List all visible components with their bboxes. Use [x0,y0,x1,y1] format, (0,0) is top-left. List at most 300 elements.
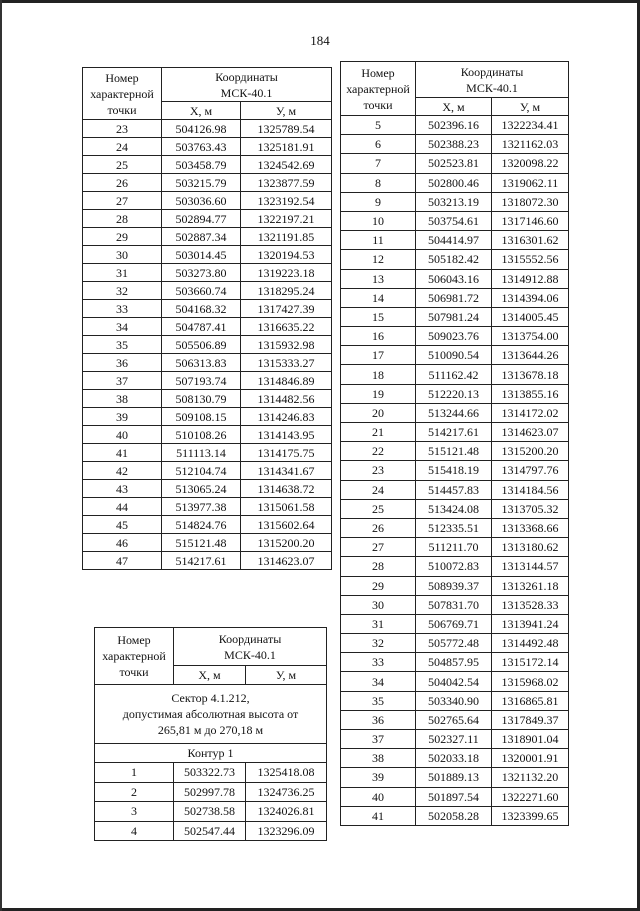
coordinates-table-sector [94,627,327,841]
y-coordinate-cell: 1314482.56 [241,390,332,408]
point-number-cell: 31 [341,614,416,633]
x-coordinate-cell: 505182.42 [416,250,492,269]
table-row [95,802,327,822]
table-row [83,372,332,390]
table-row [95,782,327,802]
x-coordinate-cell: 503660.74 [162,282,241,300]
table-row [341,576,569,595]
table-row [341,116,569,135]
point-number-cell: 34 [83,318,162,336]
point-number-cell: 27 [341,538,416,557]
point-number-cell: 40 [341,787,416,806]
y-coordinate-cell: 1314175.75 [241,444,332,462]
header-row [95,628,327,666]
y-coordinate-cell: 1316865.81 [492,691,569,710]
table-row [83,426,332,444]
x-coordinate-cell: 505506.89 [162,336,241,354]
table-row [341,173,569,192]
table-row [83,210,332,228]
x-coordinate-cell: 511113.14 [162,444,241,462]
table-row [341,211,569,230]
y-coordinate-cell: 1314246.83 [241,408,332,426]
table-row [83,300,332,318]
point-number-cell: 46 [83,534,162,552]
y-coordinate-cell: 1317849.37 [492,710,569,729]
table-row [83,138,332,156]
x-coordinate-cell: 507193.74 [162,372,241,390]
y-coordinate-cell: 1313180.62 [492,538,569,557]
table-body [95,628,327,841]
point-number-cell: 15 [341,307,416,326]
table-row [341,557,569,576]
x-coordinate-cell: 502396.16 [416,116,492,135]
header-line: характерной [90,86,154,101]
y-coordinate-cell: 1314492.48 [492,634,569,653]
x-coordinate-cell: 503273.80 [162,264,241,282]
x-coordinate-cell: 515418.19 [416,461,492,480]
point-number-cell: 3 [95,802,174,822]
y-coordinate-cell: 1317427.39 [241,300,332,318]
table-row [83,354,332,372]
coords-header [162,68,332,102]
contour-label: Контур 1 [95,744,327,763]
x-header: X, м [174,666,246,685]
point-number-cell: 25 [341,499,416,518]
y-coordinate-cell: 1318072.30 [492,192,569,211]
header-line: МСК-40.1 [466,80,518,95]
point-number-cell: 5 [341,116,416,135]
table-row [341,365,569,384]
y-coordinate-cell: 1314394.06 [492,288,569,307]
sector-line: допустимая абсолютная высота от [122,707,299,721]
sector-row [95,685,327,744]
point-number-cell: 26 [83,174,162,192]
point-number-cell: 38 [341,749,416,768]
table-row [341,250,569,269]
table-row [83,156,332,174]
point-number-cell: 22 [341,442,416,461]
scan-edge-top [0,0,640,3]
table-row [341,518,569,537]
point-number-cell: 19 [341,384,416,403]
x-coordinate-cell: 503036.60 [162,192,241,210]
table-row [341,269,569,288]
point-number-cell: 30 [83,246,162,264]
x-coordinate-cell: 507831.70 [416,595,492,614]
x-coordinate-cell: 504168.32 [162,300,241,318]
point-number-cell: 21 [341,423,416,442]
header-line: Номер [117,633,151,647]
x-coordinate-cell: 503322.73 [174,763,246,783]
table-row [341,192,569,211]
point-number-cell: 25 [83,156,162,174]
y-coordinate-cell: 1314846.89 [241,372,332,390]
y-coordinate-cell: 1315200.20 [492,442,569,461]
point-number-cell: 45 [83,516,162,534]
x-coordinate-cell: 515121.48 [416,442,492,461]
point-number-cell: 30 [341,595,416,614]
y-coordinate-cell: 1322271.60 [492,787,569,806]
y-coordinate-cell: 1318295.24 [241,282,332,300]
point-number-cell: 39 [341,768,416,787]
coords-header [416,62,569,98]
y-coordinate-cell: 1324542.69 [241,156,332,174]
table-row [341,730,569,749]
y-coordinate-cell: 1319062.11 [492,173,569,192]
table-row [341,307,569,326]
point-number-cell: 33 [83,300,162,318]
y-coordinate-cell: 1313644.26 [492,346,569,365]
y-coordinate-cell: 1319223.18 [241,264,332,282]
y-coordinate-cell: 1313678.18 [492,365,569,384]
table-row [341,634,569,653]
table-row [341,327,569,346]
table-row [83,552,332,570]
point-number-cell: 31 [83,264,162,282]
point-number-cell: 37 [83,372,162,390]
table-row [83,408,332,426]
y-header: У, м [241,102,332,120]
point-number-cell: 12 [341,250,416,269]
point-number-cell: 29 [83,228,162,246]
y-coordinate-cell: 1315552.56 [492,250,569,269]
table-row [341,346,569,365]
x-coordinate-cell: 507981.24 [416,307,492,326]
x-coordinate-cell: 503213.19 [416,192,492,211]
y-coordinate-cell: 1313144.57 [492,557,569,576]
x-coordinate-cell: 514457.83 [416,480,492,499]
x-coordinate-cell: 504042.54 [416,672,492,691]
y-coordinate-cell: 1316635.22 [241,318,332,336]
table-row [83,174,332,192]
x-coordinate-cell: 512335.51 [416,518,492,537]
table-row [341,154,569,173]
y-coordinate-cell: 1321132.20 [492,768,569,787]
x-coordinate-cell: 502738.58 [174,802,246,822]
point-number-cell: 6 [341,135,416,154]
header-line: характерной [346,81,410,96]
y-coordinate-cell: 1323399.65 [492,806,569,825]
x-coordinate-cell: 504414.97 [416,231,492,250]
point-number-cell: 32 [83,282,162,300]
x-coordinate-cell: 511162.42 [416,365,492,384]
y-header: У, м [246,666,327,685]
x-coordinate-cell: 512220.13 [416,384,492,403]
y-coordinate-cell: 1320194.53 [241,246,332,264]
x-coordinate-cell: 501889.13 [416,768,492,787]
y-coordinate-cell: 1320098.22 [492,154,569,173]
x-coordinate-cell: 509108.15 [162,408,241,426]
x-coordinate-cell: 502033.18 [416,749,492,768]
table-row [83,318,332,336]
point-number-cell: 23 [83,120,162,138]
x-coordinate-cell: 503014.45 [162,246,241,264]
table-body [83,68,332,570]
x-coordinate-cell: 513977.38 [162,498,241,516]
y-coordinate-cell: 1314623.07 [241,552,332,570]
header-line: Координаты [218,631,282,646]
table-row [341,710,569,729]
point-number-cell: 38 [83,390,162,408]
x-coordinate-cell: 513065.24 [162,480,241,498]
x-coordinate-cell: 506769.71 [416,614,492,633]
table-row [341,480,569,499]
table-row [341,461,569,480]
point-number-cell: 14 [341,288,416,307]
point-header [83,68,162,120]
x-coordinate-cell: 502997.78 [174,782,246,802]
table-row [341,653,569,672]
y-coordinate-cell: 1315061.58 [241,498,332,516]
point-number-cell: 36 [83,354,162,372]
header-line: характерной [102,649,166,663]
table-row [341,749,569,768]
table-row [341,423,569,442]
header-row [341,62,569,98]
table-row [341,538,569,557]
table-row [341,768,569,787]
point-number-cell: 33 [341,653,416,672]
y-coordinate-cell: 1313261.18 [492,576,569,595]
x-coordinate-cell: 515121.48 [162,534,241,552]
y-coordinate-cell: 1314184.56 [492,480,569,499]
point-number-cell: 37 [341,730,416,749]
point-number-cell: 2 [95,782,174,802]
coordinates-table-left [82,67,332,570]
x-coordinate-cell: 504787.41 [162,318,241,336]
y-coordinate-cell: 1314005.45 [492,307,569,326]
x-coordinate-cell: 502800.46 [416,173,492,192]
table-row [341,595,569,614]
table-row [341,384,569,403]
x-coordinate-cell: 510108.26 [162,426,241,444]
y-coordinate-cell: 1318901.04 [492,730,569,749]
point-number-cell: 26 [341,518,416,537]
point-number-cell: 35 [341,691,416,710]
header-line: МСК-40.1 [220,85,273,100]
y-coordinate-cell: 1313754.00 [492,327,569,346]
table-row [341,442,569,461]
header-line: точки [119,665,149,679]
point-number-cell: 34 [341,672,416,691]
point-number-cell: 20 [341,403,416,422]
y-coordinate-cell: 1321191.85 [241,228,332,246]
header-line: Координаты [215,69,278,84]
y-coordinate-cell: 1315200.20 [241,534,332,552]
x-coordinate-cell: 506043.16 [416,269,492,288]
sector-line: Сектор 4.1.212, [171,691,250,705]
x-coordinate-cell: 510072.83 [416,557,492,576]
point-number-cell: 40 [83,426,162,444]
y-coordinate-cell: 1314623.07 [492,423,569,442]
x-coordinate-cell: 504857.95 [416,653,492,672]
sector-description [95,685,327,744]
point-number-cell: 43 [83,480,162,498]
point-number-cell: 35 [83,336,162,354]
point-number-cell: 44 [83,498,162,516]
contour-row [95,744,327,763]
y-coordinate-cell: 1313941.24 [492,614,569,633]
point-number-cell: 9 [341,192,416,211]
y-coordinate-cell: 1325418.08 [246,763,327,783]
y-header: У, м [492,98,569,116]
x-coordinate-cell: 511211.70 [416,538,492,557]
point-number-cell: 1 [95,763,174,783]
table-row [341,403,569,422]
point-number-cell: 36 [341,710,416,729]
point-number-cell: 23 [341,461,416,480]
x-coordinate-cell: 510090.54 [416,346,492,365]
x-coordinate-cell: 503340.90 [416,691,492,710]
point-number-cell: 32 [341,634,416,653]
y-coordinate-cell: 1314172.02 [492,403,569,422]
table-row [341,672,569,691]
table-row [83,192,332,210]
x-coordinate-cell: 508939.37 [416,576,492,595]
header-line: Номер [105,70,139,85]
point-number-cell: 4 [95,821,174,841]
y-coordinate-cell: 1322197.21 [241,210,332,228]
y-coordinate-cell: 1323296.09 [246,821,327,841]
table-row [95,821,327,841]
point-number-cell: 47 [83,552,162,570]
y-coordinate-cell: 1314341.67 [241,462,332,480]
header-line: точки [363,97,393,112]
table-row [83,228,332,246]
sector-line: 265,81 м до 270,18 м [157,723,264,737]
table-row [83,480,332,498]
point-number-cell: 8 [341,173,416,192]
x-coordinate-cell: 503458.79 [162,156,241,174]
point-number-cell: 24 [341,480,416,499]
y-coordinate-cell: 1314638.72 [241,480,332,498]
table-row [83,462,332,480]
y-coordinate-cell: 1317146.60 [492,211,569,230]
y-coordinate-cell: 1323192.54 [241,192,332,210]
x-header: X, м [416,98,492,116]
x-coordinate-cell: 502388.23 [416,135,492,154]
x-coordinate-cell: 501897.54 [416,787,492,806]
table-row [83,120,332,138]
table-row [341,806,569,825]
point-header [95,628,174,685]
table-row [341,288,569,307]
point-number-cell: 11 [341,231,416,250]
point-number-cell: 10 [341,211,416,230]
y-coordinate-cell: 1313528.33 [492,595,569,614]
x-coordinate-cell: 502765.64 [416,710,492,729]
header-line: Номер [361,65,395,80]
y-coordinate-cell: 1320001.91 [492,749,569,768]
y-coordinate-cell: 1325789.54 [241,120,332,138]
y-coordinate-cell: 1321162.03 [492,135,569,154]
y-coordinate-cell: 1315932.98 [241,336,332,354]
page-number: 184 [310,33,330,48]
table-row [83,534,332,552]
x-coordinate-cell: 504126.98 [162,120,241,138]
header-line: Координаты [460,64,524,79]
y-coordinate-cell: 1314797.76 [492,461,569,480]
x-coordinate-cell: 503763.43 [162,138,241,156]
header-row [83,68,332,102]
y-coordinate-cell: 1314143.95 [241,426,332,444]
x-coordinate-cell: 502547.44 [174,821,246,841]
point-number-cell: 24 [83,138,162,156]
y-coordinate-cell: 1316301.62 [492,231,569,250]
point-number-cell: 28 [83,210,162,228]
point-header [341,62,416,116]
x-header: X, м [162,102,241,120]
y-coordinate-cell: 1315602.64 [241,516,332,534]
point-number-cell: 7 [341,154,416,173]
table-row [83,282,332,300]
x-coordinate-cell: 502887.34 [162,228,241,246]
point-number-cell: 18 [341,365,416,384]
table-body [341,62,569,826]
x-coordinate-cell: 508130.79 [162,390,241,408]
point-number-cell: 42 [83,462,162,480]
x-coordinate-cell: 509023.76 [416,327,492,346]
table-row [83,264,332,282]
x-coordinate-cell: 505772.48 [416,634,492,653]
y-coordinate-cell: 1323877.59 [241,174,332,192]
coordinates-table-right [340,61,569,826]
x-coordinate-cell: 514824.76 [162,516,241,534]
table-row [83,498,332,516]
table-row [95,763,327,783]
y-coordinate-cell: 1313855.16 [492,384,569,403]
x-coordinate-cell: 502327.11 [416,730,492,749]
y-coordinate-cell: 1315333.27 [241,354,332,372]
y-coordinate-cell: 1314912.88 [492,269,569,288]
x-coordinate-cell: 503754.61 [416,211,492,230]
point-number-cell: 17 [341,346,416,365]
x-coordinate-cell: 502894.77 [162,210,241,228]
point-number-cell: 27 [83,192,162,210]
x-coordinate-cell: 502058.28 [416,806,492,825]
table-row [341,787,569,806]
header-line: точки [107,102,137,117]
point-number-cell: 28 [341,557,416,576]
y-coordinate-cell: 1324026.81 [246,802,327,822]
point-number-cell: 29 [341,576,416,595]
table-row [83,246,332,264]
point-number-cell: 41 [83,444,162,462]
x-coordinate-cell: 514217.61 [162,552,241,570]
x-coordinate-cell: 503215.79 [162,174,241,192]
x-coordinate-cell: 506313.83 [162,354,241,372]
x-coordinate-cell: 513424.08 [416,499,492,518]
point-number-cell: 41 [341,806,416,825]
table-row [83,444,332,462]
x-coordinate-cell: 514217.61 [416,423,492,442]
y-coordinate-cell: 1322234.41 [492,116,569,135]
table-row [341,135,569,154]
x-coordinate-cell: 512104.74 [162,462,241,480]
y-coordinate-cell: 1315968.02 [492,672,569,691]
y-coordinate-cell: 1313705.32 [492,499,569,518]
x-coordinate-cell: 506981.72 [416,288,492,307]
point-number-cell: 39 [83,408,162,426]
y-coordinate-cell: 1325181.91 [241,138,332,156]
x-coordinate-cell: 502523.81 [416,154,492,173]
table-row [341,499,569,518]
header-line: МСК-40.1 [224,647,276,662]
table-row [83,516,332,534]
y-coordinate-cell: 1324736.25 [246,782,327,802]
table-row [341,231,569,250]
table-row [83,336,332,354]
